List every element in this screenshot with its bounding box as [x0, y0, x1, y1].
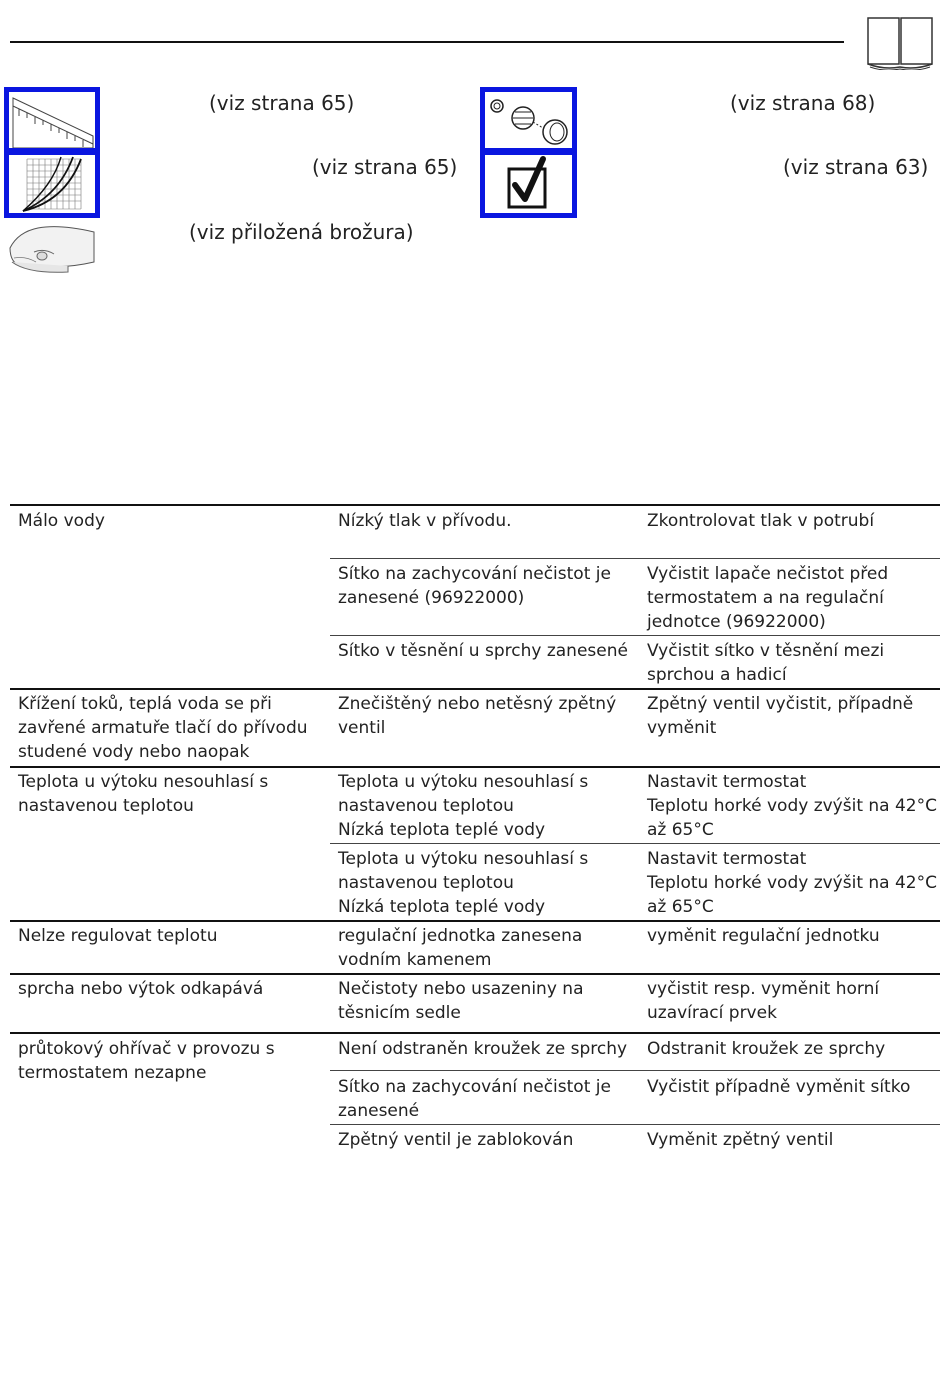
remedy-cell: Nastavit termostat Teplotu horké vody zvýšit na 42°C až 65°C — [647, 772, 937, 840]
cause-cell: Nečistoty nebo usazeniny na těsnicím sedle — [338, 979, 584, 1023]
problem-cell: průtokový ohřívač v provozu s termostatem nezapne — [18, 1039, 275, 1083]
cause-cell: Teplota u výtoku nesouhlasí s nastavenou teplotou Nízká teplota teplé vody — [338, 849, 589, 917]
remedy-cell: Vyčistit sítko v těsnění mezi sprchou a hadicí — [647, 641, 885, 685]
problem-cell: sprcha nebo výtok odkapává — [18, 979, 264, 999]
cause-cell: Sítko na zachycování nečistot je zanesené (96922000) — [338, 564, 611, 608]
ref-text: (viz strana 63) — [783, 155, 929, 179]
cause-cell: Teplota u výtoku nesouhlasí s nastavenou teplotou Nízká teplota teplé vody — [338, 772, 589, 840]
remedy-cell: Nastavit termostat Teplotu horké vody zvýšit na 42°C až 65°C — [647, 849, 937, 917]
sub-divider — [330, 843, 940, 844]
row-divider — [10, 1032, 940, 1034]
remedy-cell: Zkontrolovat tlak v potrubí — [647, 511, 875, 531]
checkbox-icon — [480, 150, 577, 218]
cause-cell: Zpětný ventil je zablokován — [338, 1130, 574, 1150]
ref-text: (viz strana 65) — [312, 155, 458, 179]
cause-cell: Není odstraněn kroužek ze sprchy — [338, 1039, 628, 1059]
problem-cell: Málo vody — [18, 511, 105, 531]
remedy-cell: Vyčistit lapače nečistot před termostatem a na regulační jednotce (96922000) — [647, 564, 889, 632]
remedy-cell: vyměnit regulační jednotku — [647, 926, 880, 946]
hand-cleaning-icon — [8, 218, 98, 274]
spare-parts-icon — [480, 87, 577, 153]
sub-divider — [330, 1070, 940, 1071]
row-divider — [10, 766, 940, 768]
row-divider — [10, 920, 940, 922]
remedy-cell: Odstranit kroužek ze sprchy — [647, 1039, 886, 1059]
flow-graph-icon — [4, 150, 100, 218]
row-divider — [10, 688, 940, 690]
ref-text: (viz přiložená brožura) — [189, 220, 414, 244]
ref-text: (viz strana 65) — [209, 91, 355, 115]
cause-cell: Nízký tlak v přívodu. — [338, 511, 512, 531]
remedy-cell: Vyčistit případně vyměnit sítko — [647, 1077, 911, 1097]
cause-cell: regulační jednotka zanesena vodním kamenem — [338, 926, 583, 970]
problem-cell: Křížení toků, teplá voda se při zavřené armatuře tlačí do přívodu studené vody nebo naopak — [18, 694, 308, 762]
remedy-cell: Vyměnit zpětný ventil — [647, 1130, 834, 1150]
remedy-cell: vyčistit resp. vyměnit horní uzavírací prvek — [647, 979, 880, 1023]
problem-cell: Teplota u výtoku nesouhlasí s nastavenou teplotou — [18, 772, 269, 816]
row-divider — [10, 973, 940, 975]
row-divider — [10, 504, 940, 506]
ref-text: (viz strana 68) — [730, 91, 876, 115]
problem-cell: Nelze regulovat teplotu — [18, 926, 218, 946]
sub-divider — [330, 558, 940, 559]
remedy-cell: Zpětný ventil vyčistit, případně vyměnit — [647, 694, 914, 738]
cause-cell: Sítko na zachycování nečistot je zanesené — [338, 1077, 611, 1121]
sub-divider — [330, 635, 940, 636]
sub-divider — [330, 1124, 940, 1125]
book-icon — [866, 14, 934, 70]
cause-cell: Sítko v těsnění u sprchy zanesené — [338, 641, 628, 661]
cause-cell: Znečištěný nebo netěsný zpětný ventil — [338, 694, 617, 738]
header-rule — [10, 41, 844, 43]
ruler-icon — [4, 87, 100, 153]
